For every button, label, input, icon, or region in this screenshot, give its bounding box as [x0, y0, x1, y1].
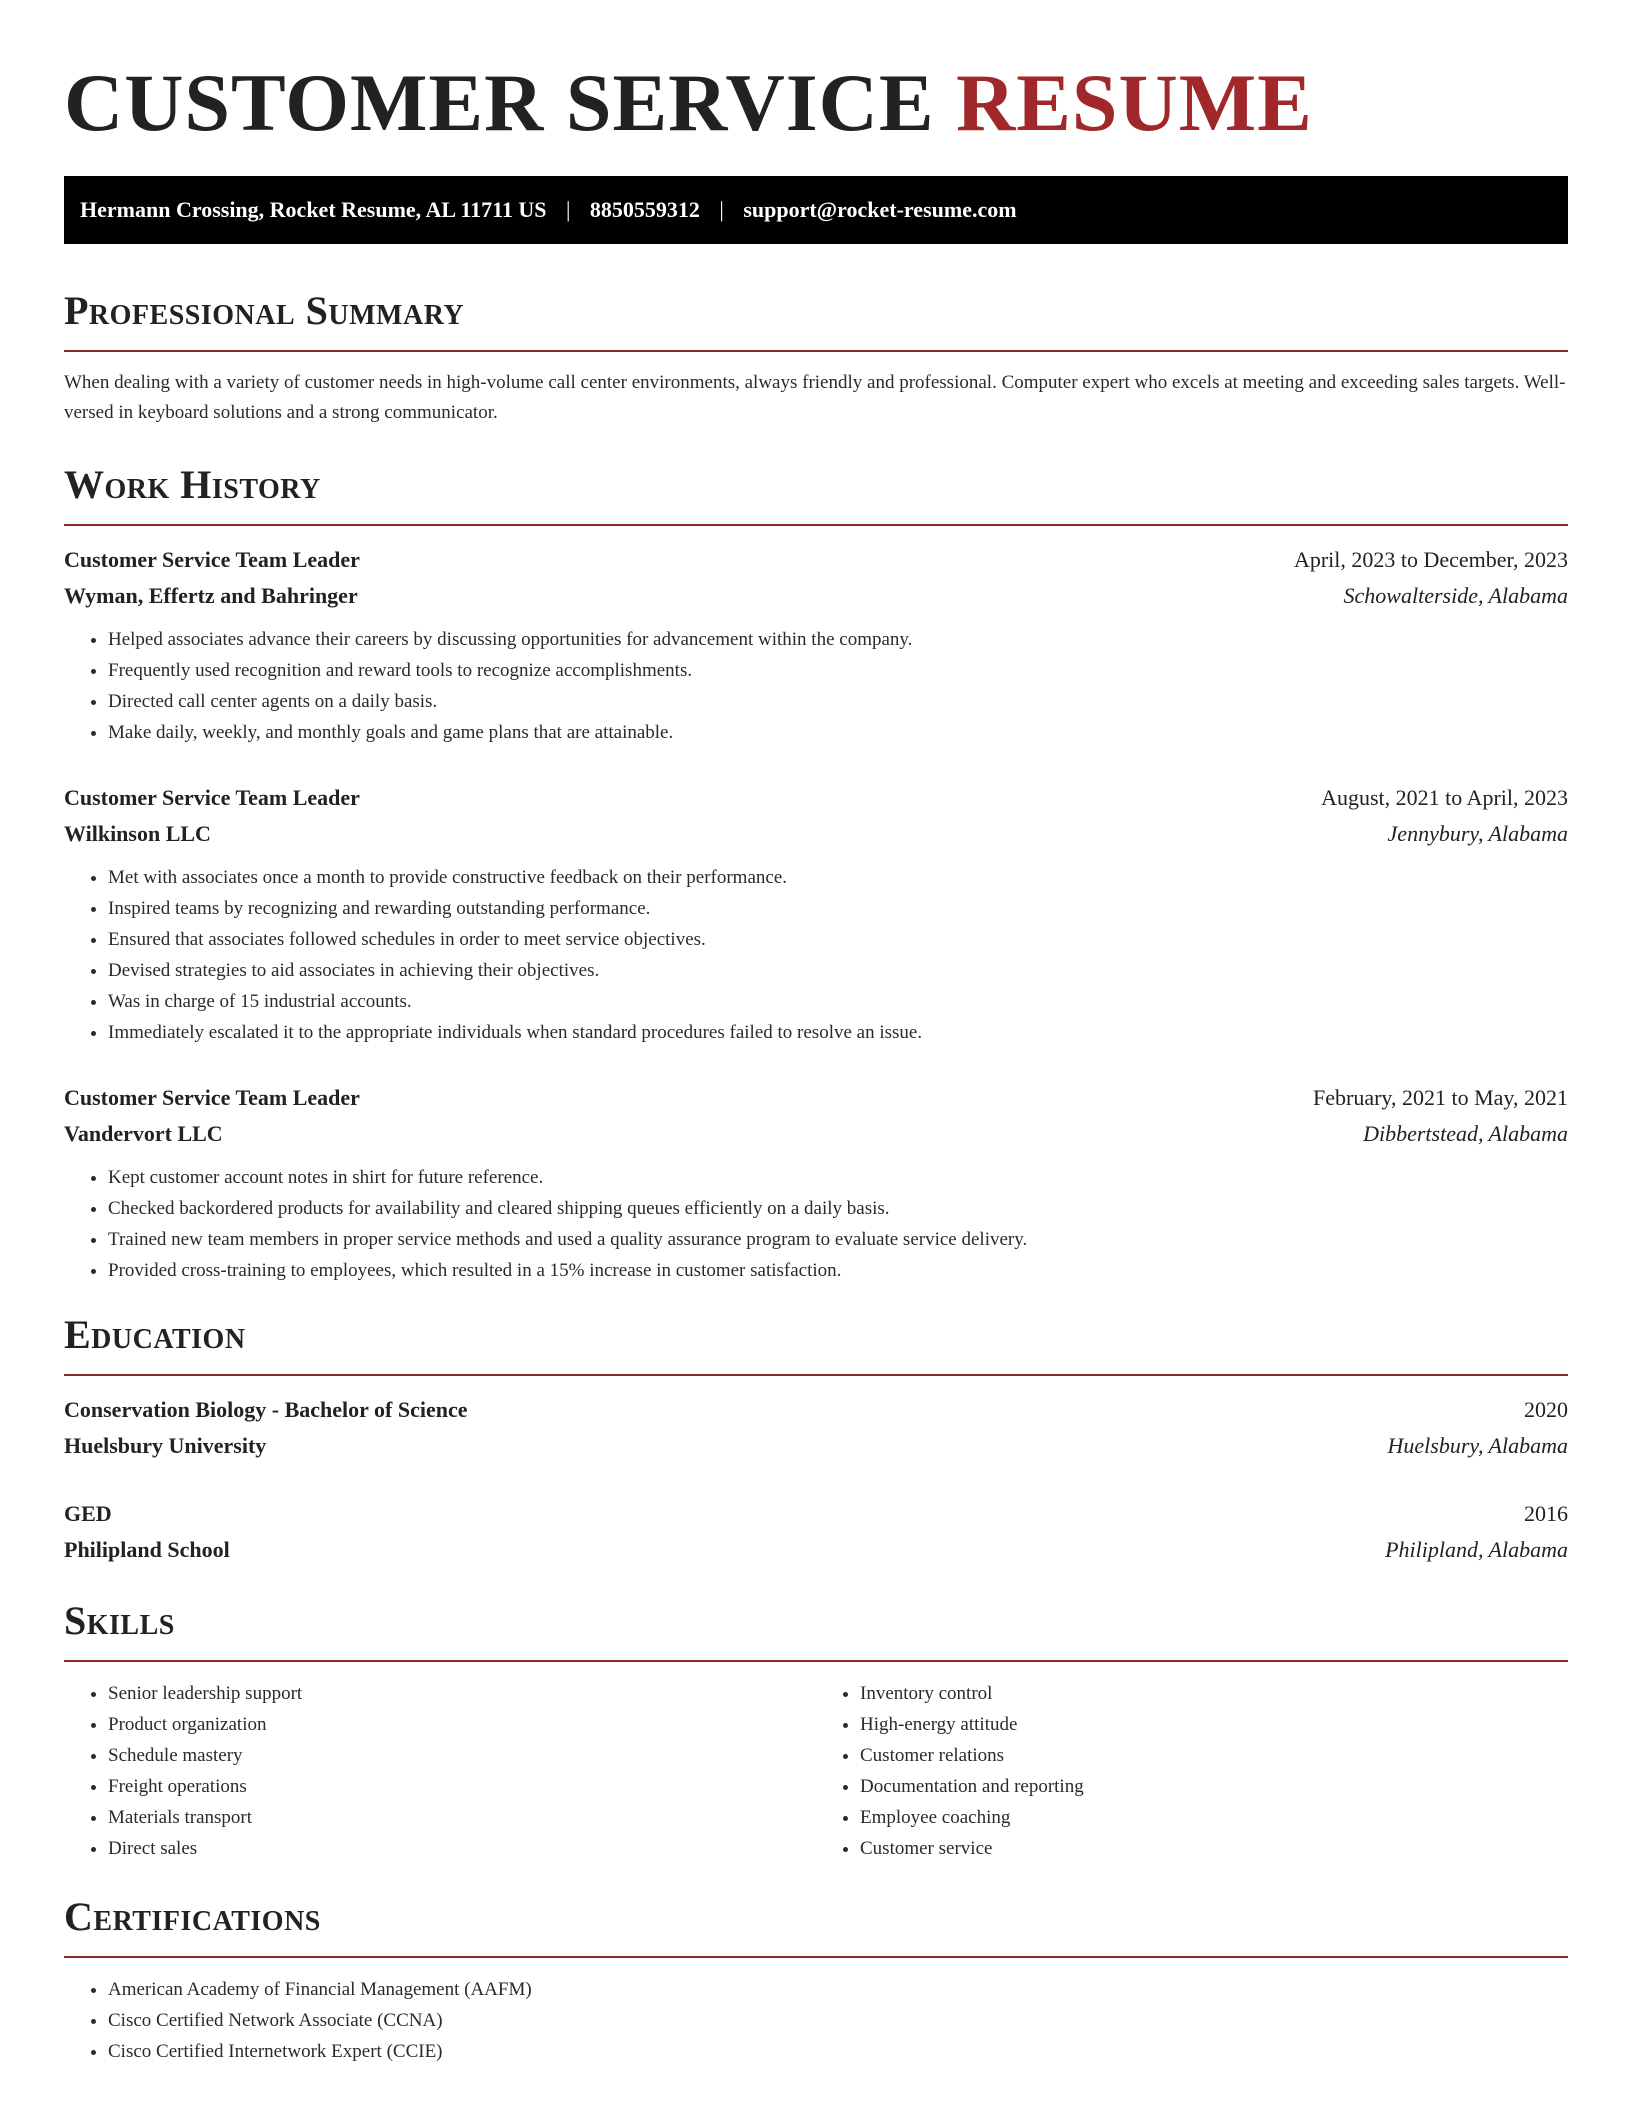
section-divider — [64, 524, 1568, 526]
summary-text: When dealing with a variety of customer needs in high-volume call center environments, always friendly and professional. Computer expert who excels at meeting and exceeding sales targets. Well-versed in keyboard solutions and a strong communicator. — [64, 372, 1566, 423]
work-history-section — [64, 462, 1568, 1286]
list-item: • Customer service — [860, 1833, 1568, 1864]
education-section — [64, 1312, 1568, 1568]
list-item: • Cisco Certified Internetwork Expert (CCIE) — [108, 2036, 1568, 2067]
list-item: • Helped associates advance their careers by discussing opportunities for advancement within the company. — [108, 624, 1568, 655]
job-location: Schowalterside, Alabama — [1343, 583, 1568, 608]
section-heading: Certifications — [64, 1894, 321, 1939]
job-bullets — [64, 624, 1568, 748]
section-divider — [64, 1660, 1568, 1662]
education-location: Philipland, Alabama — [1385, 1537, 1568, 1562]
contact-separator: | — [719, 197, 724, 222]
skills-list-right — [816, 1678, 1568, 1864]
job-dates: April, 2023 to December, 2023 — [1293, 547, 1568, 572]
education-location: Huelsbury, Alabama — [1387, 1433, 1568, 1458]
education-degree: Conservation Biology - Bachelor of Science — [64, 1397, 468, 1422]
education-school: Huelsbury University — [64, 1433, 267, 1458]
list-item: • Make daily, weekly, and monthly goals and game plans that are attainable. — [108, 717, 1568, 748]
certifications-list — [64, 1974, 1568, 2067]
job-bullets — [64, 862, 1568, 1048]
education-year: 2020 — [1524, 1397, 1568, 1422]
list-item: • Customer relations — [860, 1740, 1568, 1771]
job-dates: August, 2021 to April, 2023 — [1321, 785, 1568, 810]
education-degree: GED — [64, 1501, 112, 1526]
job-location: Dibbertstead, Alabama — [1363, 1121, 1568, 1146]
education-school: Philipland School — [64, 1537, 230, 1562]
list-item: • Schedule mastery — [108, 1740, 816, 1771]
list-item: • American Academy of Financial Management (AAFM) — [108, 1974, 1568, 2005]
list-item: • Materials transport — [108, 1802, 816, 1833]
list-item: • Product organization — [108, 1709, 816, 1740]
list-item: • Trained new team members in proper service methods and used a quality assurance program to evaluate service delivery. — [108, 1224, 1568, 1255]
list-item: • Directed call center agents on a daily basis. — [108, 686, 1568, 717]
contact-email: support@rocket-resume.com — [743, 197, 1017, 222]
section-heading: Skills — [64, 1598, 175, 1643]
list-item: • Senior leadership support — [108, 1678, 816, 1709]
job-title: Customer Service Team Leader — [64, 547, 360, 572]
contact-bar — [64, 176, 1568, 244]
job-dates: February, 2021 to May, 2021 — [1313, 1085, 1568, 1110]
certifications-section — [64, 1894, 1568, 2067]
contact-address: Hermann Crossing, Rocket Resume, AL 11711 US — [80, 197, 547, 222]
list-item: • Freight operations — [108, 1771, 816, 1802]
list-item: • Immediately escalated it to the appropriate individuals when standard procedures failed to resolve an issue. — [108, 1017, 1568, 1048]
education-entry — [64, 1496, 1568, 1568]
job-location: Jennybury, Alabama — [1387, 821, 1568, 846]
section-divider — [64, 1956, 1568, 1958]
job-company: Vandervort LLC — [64, 1121, 223, 1146]
contact-phone: 8850559312 — [589, 197, 700, 222]
list-item: • Checked backordered products for availability and cleared shipping queues efficiently on a daily basis. — [108, 1193, 1568, 1224]
list-item: • Documentation and reporting — [860, 1771, 1568, 1802]
section-divider — [64, 350, 1568, 352]
education-entry — [64, 1392, 1568, 1464]
skills-grid — [64, 1678, 1568, 1864]
list-item: • Ensured that associates followed schedules in order to meet service objectives. — [108, 924, 1568, 955]
job-entry — [64, 1080, 1568, 1286]
section-divider — [64, 1374, 1568, 1376]
list-item: • High-energy attitude — [860, 1709, 1568, 1740]
title-accent: RESUME — [956, 57, 1313, 148]
skills-section — [64, 1598, 1568, 1864]
list-item: • Kept customer account notes in shirt for future reference. — [108, 1162, 1568, 1193]
section-heading: Work History — [64, 462, 321, 507]
list-item: • Met with associates once a month to provide constructive feedback on their performance. — [108, 862, 1568, 893]
job-entry — [64, 542, 1568, 748]
list-item: • Frequently used recognition and reward tools to recognize accomplishments. — [108, 655, 1568, 686]
list-item: • Inventory control — [860, 1678, 1568, 1709]
job-company: Wilkinson LLC — [64, 821, 211, 846]
job-title: Customer Service Team Leader — [64, 785, 360, 810]
job-entry — [64, 780, 1568, 1048]
list-item: • Provided cross-training to employees, which resulted in a 15% increase in customer satisfaction. — [108, 1255, 1568, 1286]
list-item: • Cisco Certified Network Associate (CCNA) — [108, 2005, 1568, 2036]
list-item: • Inspired teams by recognizing and rewarding outstanding performance. — [108, 893, 1568, 924]
skills-list-left — [64, 1678, 816, 1864]
list-item: • Was in charge of 15 industrial accounts. — [108, 986, 1568, 1017]
job-company: Wyman, Effertz and Bahringer — [64, 583, 358, 608]
title-main: CUSTOMER SERVICE — [64, 57, 935, 148]
list-item: • Direct sales — [108, 1833, 816, 1864]
job-title: Customer Service Team Leader — [64, 1085, 360, 1110]
summary-section — [64, 288, 1568, 428]
contact-separator: | — [566, 197, 571, 222]
job-bullets — [64, 1162, 1568, 1286]
list-item: • Employee coaching — [860, 1802, 1568, 1833]
section-heading: Education — [64, 1312, 246, 1357]
resume-title — [64, 0, 1568, 176]
section-heading: Professional Summary — [64, 288, 465, 333]
education-year: 2016 — [1524, 1501, 1568, 1526]
list-item: • Devised strategies to aid associates in achieving their objectives. — [108, 955, 1568, 986]
